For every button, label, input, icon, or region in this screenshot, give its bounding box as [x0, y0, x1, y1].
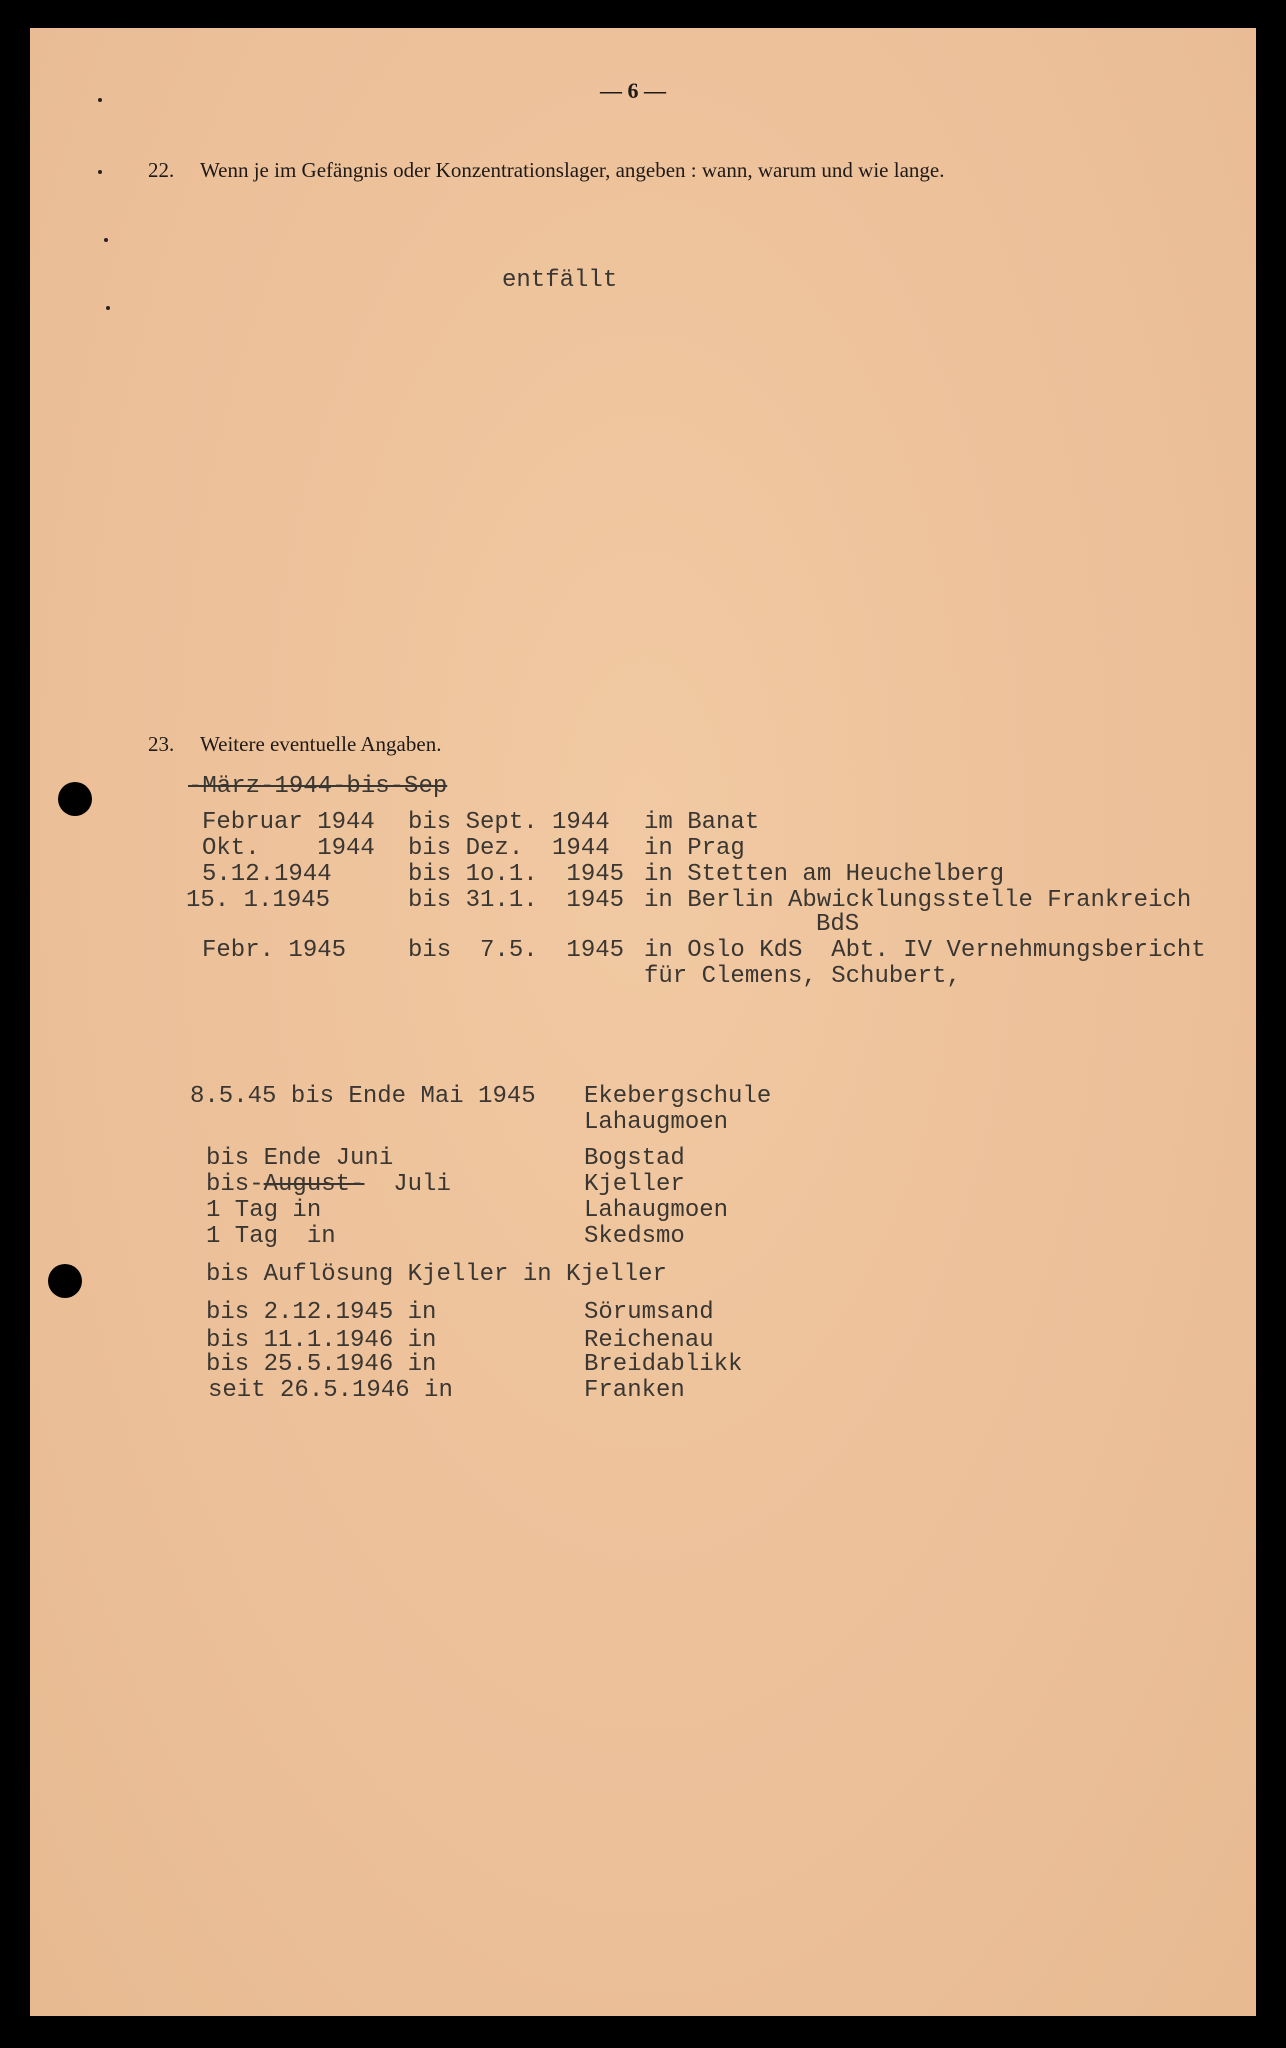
- oslo-continuation: für Clemens, Schubert,: [644, 963, 961, 990]
- row-b-1-struck: August-: [263, 1171, 365, 1198]
- row-b-1-right: Kjeller: [584, 1171, 685, 1198]
- row-b-0-right: Bogstad: [584, 1145, 685, 1172]
- row-a-3-from: 15. 1.1945: [186, 887, 331, 914]
- row-ekeberg-left: 8.5.45 bis Ende Mai 1945: [190, 1083, 536, 1110]
- row-b-2-left: 1 Tag in: [206, 1197, 322, 1224]
- question-22-text: Wenn je im Gefängnis oder Konzentrationslager, angeben : wann, warum und wie lange.: [200, 158, 945, 182]
- row-b-3-right: Skedsmo: [584, 1223, 685, 1250]
- question-22-number: 22.: [148, 158, 175, 182]
- row-c-2-right: Breidablikk: [584, 1351, 743, 1378]
- document-page: [30, 28, 1256, 2016]
- row-a-2-from: 5.12.1944: [202, 861, 332, 888]
- row-b-1-suffix: Juli: [364, 1171, 451, 1198]
- row-a-0-to: bis Sept. 1944: [408, 809, 610, 836]
- row-a-1-place: in Prag: [644, 835, 745, 862]
- row-a-2-to: bis 1o.1. 1945: [408, 861, 625, 888]
- speck: [106, 306, 110, 310]
- row-c-0-left: bis 2.12.1945 in: [206, 1299, 437, 1326]
- row-c-1-left: bis 11.1.1946 in: [206, 1327, 437, 1354]
- row-c-3-left: seit 26.5.1946 in: [208, 1377, 453, 1404]
- row-c-0-right: Sörumsand: [584, 1299, 714, 1326]
- row-oslo-place: in Oslo KdS Abt. IV Vernehmungsbericht: [644, 937, 1206, 964]
- row-c-1-right: Reichenau: [584, 1327, 714, 1354]
- row-a-3-place: in Berlin Abwicklungsstelle Frankreich: [644, 887, 1192, 914]
- struck-line: -März-1944-bis-Sep: [188, 773, 448, 800]
- punch-hole-top: [58, 782, 92, 816]
- row-b-1-left: [206, 1172, 451, 1198]
- row-c-2-left: bis 25.5.1946 in: [206, 1351, 437, 1378]
- row-b-3-left: 1 Tag in: [206, 1223, 336, 1250]
- speck: [98, 170, 102, 174]
- row-b-2-right: Lahaugmoen: [584, 1197, 729, 1224]
- punch-hole-bottom: [48, 1264, 82, 1298]
- row-b-1-prefix: bis-: [206, 1171, 264, 1198]
- row-b-0-left: bis Ende Juni: [206, 1145, 394, 1172]
- question-22-answer: entfällt: [502, 267, 618, 294]
- question-23-text: Weitere eventuelle Angaben.: [200, 732, 442, 756]
- row-a-3-to: bis 31.1. 1945: [408, 887, 625, 914]
- row-a-2-place: in Stetten am Heuchelberg: [644, 861, 1005, 888]
- row-aufloesung: bis Auflösung Kjeller in Kjeller: [206, 1261, 667, 1288]
- question-23-number: 23.: [148, 732, 175, 756]
- row-a-1-to: bis Dez. 1944: [408, 835, 610, 862]
- bds-note: BdS: [816, 911, 860, 938]
- row-c-3-right: Franken: [584, 1377, 685, 1404]
- row-a-1-from: Okt. 1944: [202, 835, 375, 862]
- speck: [104, 238, 108, 242]
- row-oslo-from: Febr. 1945: [202, 937, 347, 964]
- row-ekeberg-right2: Lahaugmoen: [584, 1109, 729, 1136]
- row-ekeberg-right: Ekebergschule: [584, 1083, 772, 1110]
- row-a-0-place: im Banat: [644, 809, 760, 836]
- page-number: — 6 —: [600, 78, 666, 103]
- row-a-0-from: Februar 1944: [202, 809, 375, 836]
- row-oslo-to: bis 7.5. 1945: [408, 937, 625, 964]
- speck: [98, 98, 102, 102]
